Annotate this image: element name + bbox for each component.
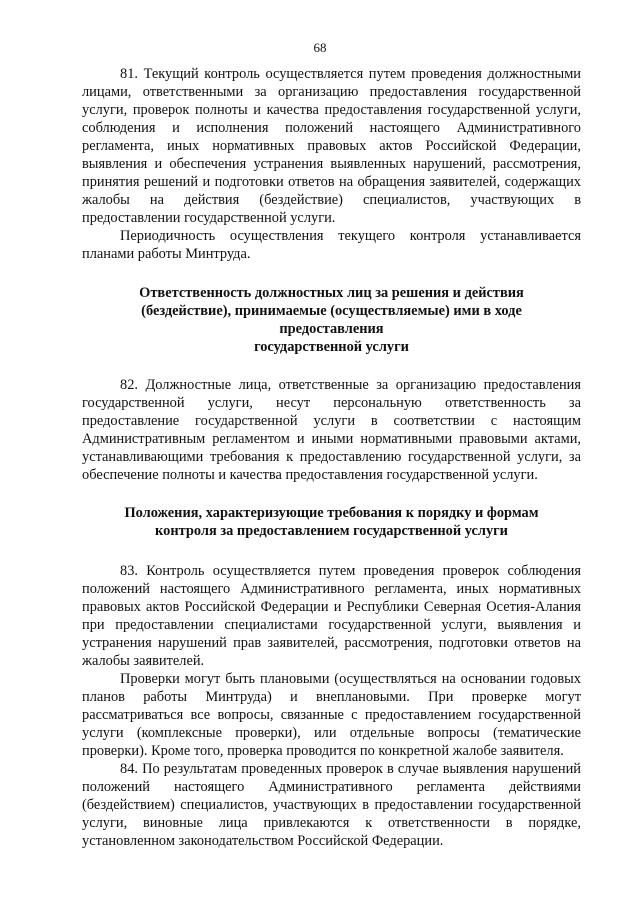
page-content <box>82 65 581 850</box>
heading-line: Ответственность должностных лиц за решения и действия <box>139 285 524 301</box>
heading-line: государственной услуги <box>254 339 409 355</box>
heading-line: Положения, характеризующие требования к порядку и формам <box>124 505 539 521</box>
page-number: 68 <box>313 40 327 55</box>
paragraph-82: 82. Должностные лица, ответственные за организацию предоставления государственной услуги, несут персональную ответственность за предоставление государственной услуги в соответствии с настоящим Административным регламентом и иными нормативными правовыми актами, устанавливающими требования к предоставлению государственной услуги, за обеспечение полноты и качества предоставления государственной услуги. <box>82 377 581 483</box>
heading-line: предоставления <box>279 321 384 337</box>
section-heading-responsibility <box>82 284 581 356</box>
heading-line: контроля за предоставлением государственной услуги <box>155 523 508 539</box>
heading-line: (бездействие), принимаемые (осуществляемые) ими в ходе <box>141 303 522 319</box>
paragraph-81: 81. Текущий контроль осуществляется путем проведения должностными лицами, ответственными за организацию предоставления государственной услуги, проверок полноты и качества предоставления государственной услуги, соблюдения и исполнения положений настоящего Административного регламента, иных нормативных правовых актов Российской Федерации, выявления и обеспечения устранения выявленных нарушений, рассмотрения, принятия решений и подготовки ответов на обращения заявителей, содержащих жалобы на действия (бездействие) специалистов, участвующих в предоставлении государственной услуги. <box>82 66 581 226</box>
paragraph-81-periodicity: Периодичность осуществления текущего контроля устанавливается планами работы Минтруда. <box>82 228 581 262</box>
section-heading-control <box>82 504 581 540</box>
paragraph-84: 84. По результатам проведенных проверок в случае выявления нарушений положений настоящего Административного регламента действиями (бездействием) специалистов, участвующих в предоставлении государственной услуги, виновные лица привлекаются к ответственности в порядке, установленном законодательством Российской Федерации. <box>82 761 581 849</box>
paragraph-83-inspections: Проверки могут быть плановыми (осуществляться на основании годовых планов работы Минтруда) и внеплановыми. При проверке могут рассматриваться все вопросы, связанные с предоставлением государственной услуги (комплексные проверки), или отдельные вопросы (тематические проверки). Кроме того, проверка проводится по конкретной жалобе заявителя. <box>82 671 581 759</box>
paragraph-83: 83. Контроль осуществляется путем проведения проверок соблюдения положений настоящего Административного регламента, иных нормативных правовых актов Российской Федерации и Республики Северная Осетия-Алания при предоставлении специалистами государственной услуги, выявления и устранения нарушений прав заявителей, рассмотрения, подготовки ответов на жалобы заявителей. <box>82 563 581 669</box>
